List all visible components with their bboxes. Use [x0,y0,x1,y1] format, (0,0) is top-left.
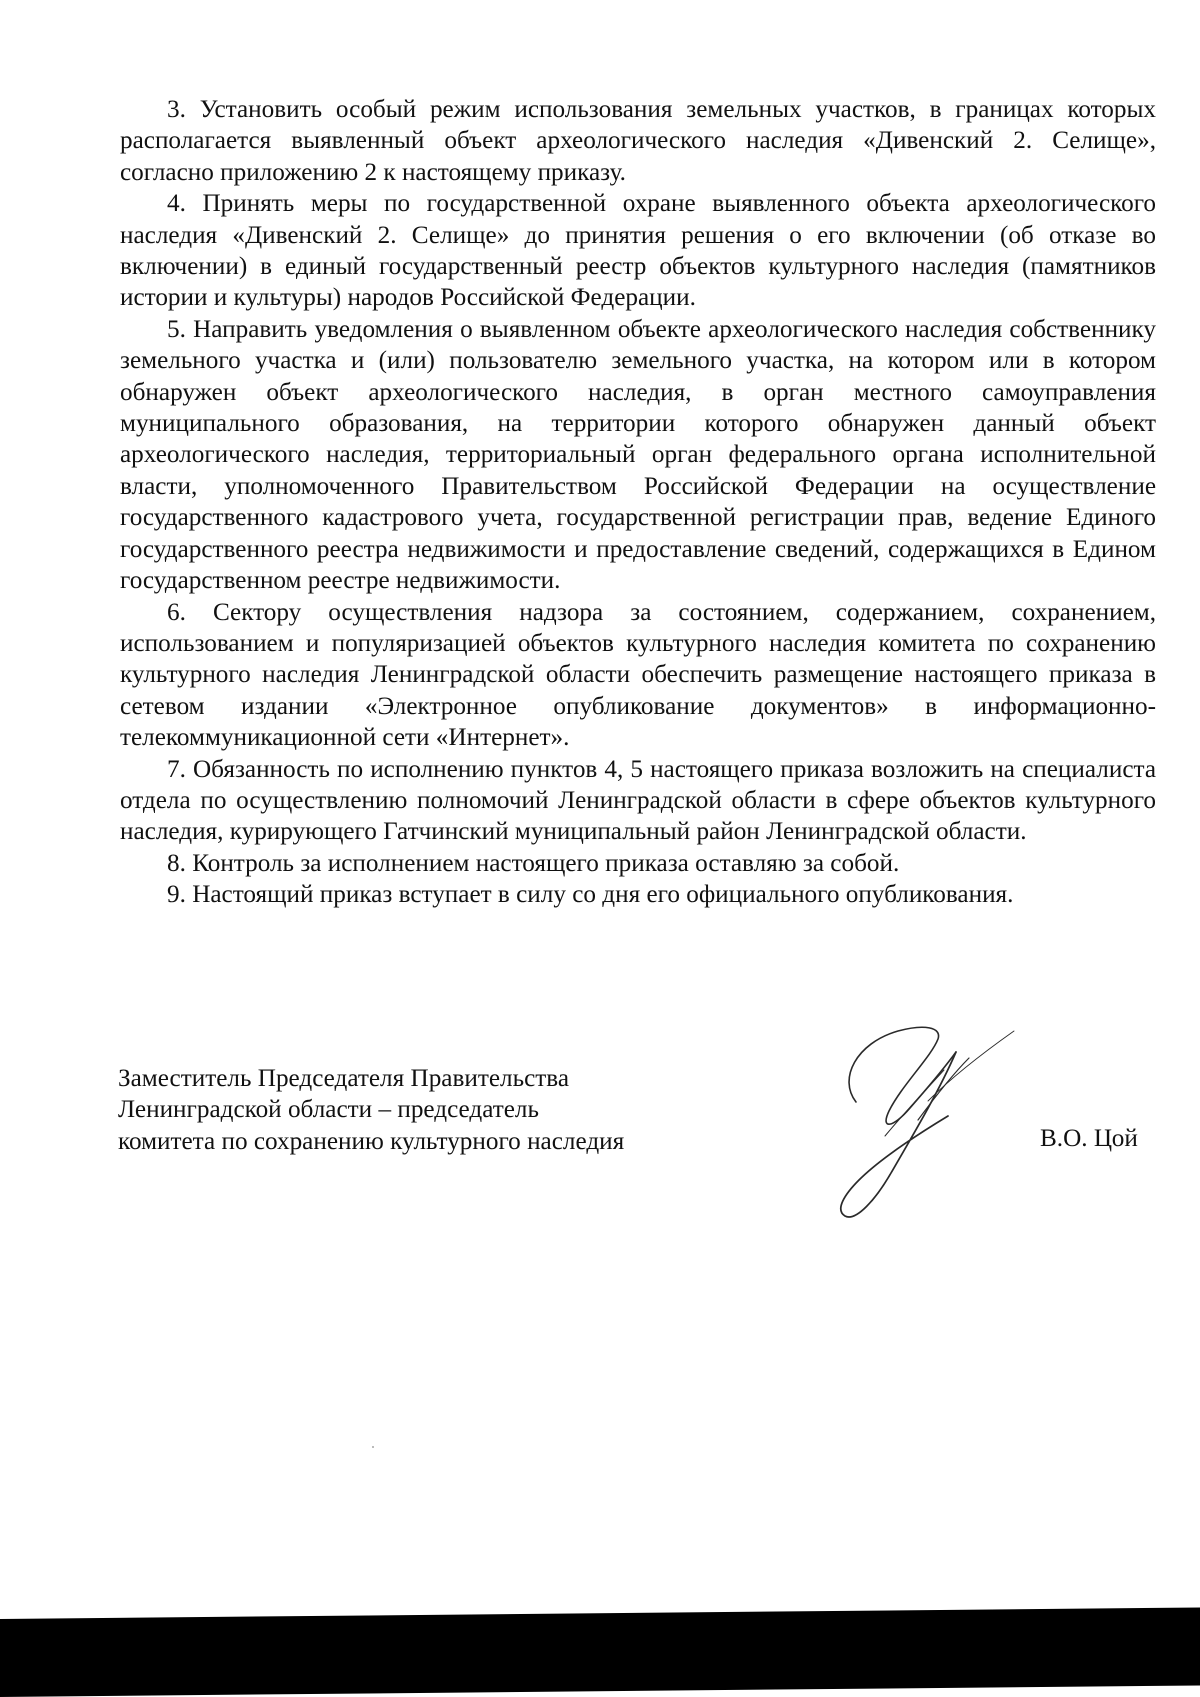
position-line-2: Ленинградской области – председатель [118,1096,539,1124]
paragraph-5: 5. Направить уведомления о выявленном объекте археологического наследия собственнику земельного участка и (или) пользователю земельного участка, на котором или в котором обнаружен объект археологического наследия, в орган местного самоуправления муниципального образования, на территории которого обнаружен данный объект археологического наследия, территориальный орган федерального органа исполнительной власти, уполномоченного Правительством Российской Федерации на осуществление государственного кадастрового учета, государственной регистрации прав, ведение Единого государственного реестра недвижимости и предоставление сведений, содержащихся в Едином государственном реестре недвижимости. [120,315,1156,595]
paragraph-3: 3. Установить особый режим использования земельных участков, в границах которых располагается выявленный объект археологического наследия «Дивенский 2. Селище», согласно приложению 2 к настоящему приказу. [120,96,1156,186]
paragraph-4: 4. Принять меры по государственной охране выявленного объекта археологического наследия «Дивенский 2. Селище» до принятия решения о его включении (об отказе во включении) в единый государственный реестр объектов культурного наследия (памятников истории и культуры) народов Российской Федерации. [120,190,1156,312]
handwritten-signature-icon [830,1015,1030,1220]
scan-speck [372,1446,374,1448]
paragraph-9: 9. Настоящий приказ вступает в силу со дня его официального опубликования. [167,881,1014,909]
paragraph-6: 6. Сектору осуществления надзора за состоянием, содержанием, сохранением, использованием и популяризацией объектов культурного наследия комитета по сохранению культурного наследия Ленинградской области обеспечить размещение настоящего приказа в сетевом издании «Электронное опубликование документов» в информационно-телекоммуникационной сети «Интернет». [120,598,1156,752]
position-line-1: Заместитель Председателя Правительства [118,1065,570,1092]
signatory-position [118,1063,738,1157]
paragraph-7: 7. Обязанность по исполнению пунктов 4, 5 настоящего приказа возложить на специалиста отдела по осуществлению полномочий Ленинградской области в сфере объектов культурного наследия, курирующего Гатчинский муниципальный район Ленинградской области. [120,755,1156,846]
paragraph-8: 8. Контроль за исполнением настоящего приказа оставляю за собой. [167,849,900,877]
order-text [120,94,1156,911]
scan-border [0,1607,1200,1697]
position-line-3: комитета по сохранению культурного наследия [118,1127,625,1155]
signer-name: В.О. Цой [1040,1125,1138,1152]
